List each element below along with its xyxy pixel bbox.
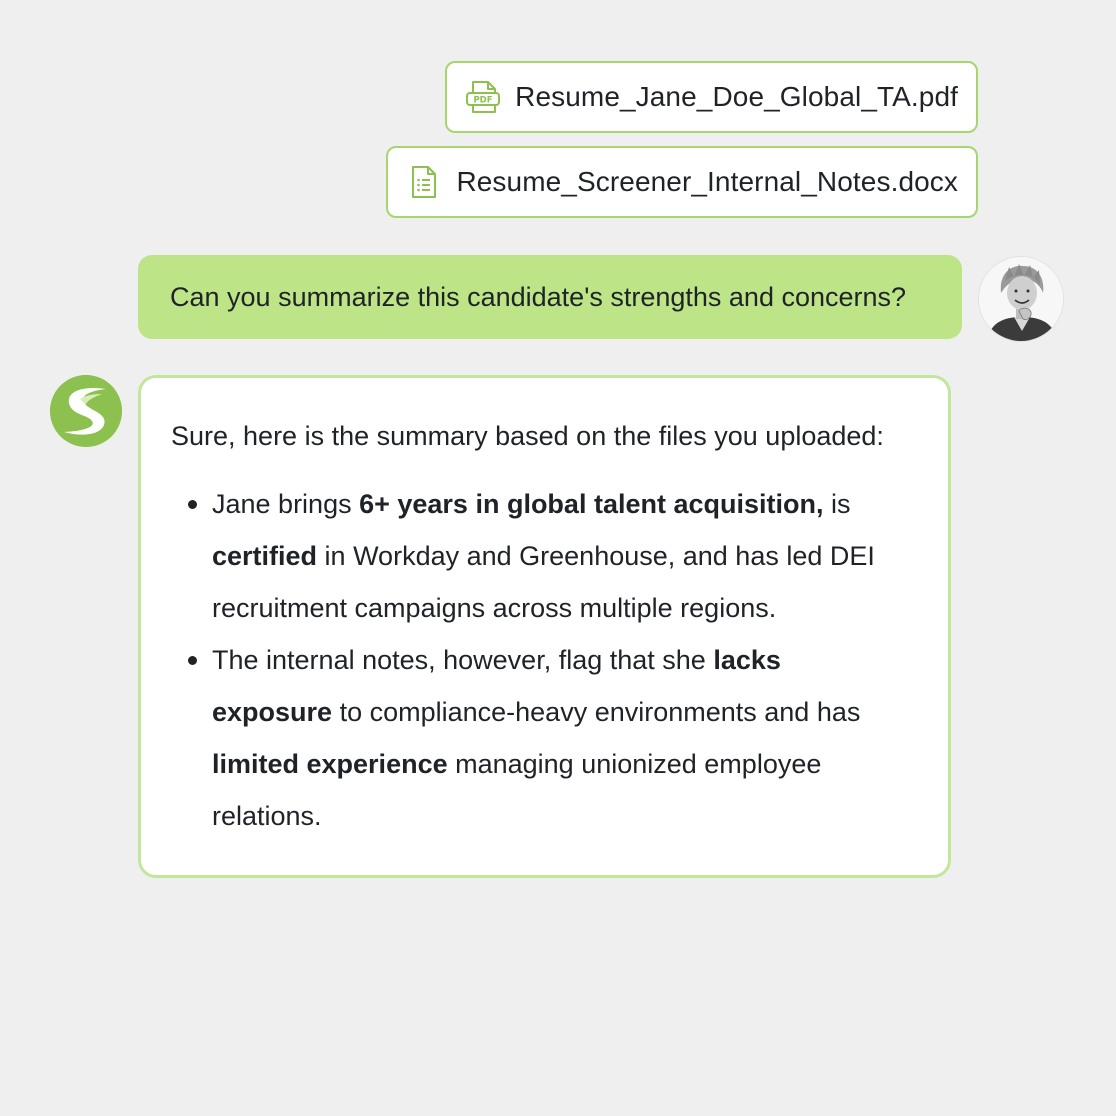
attachment-pdf[interactable] [445,61,978,133]
assistant-message-bubble [138,375,951,878]
user-avatar [978,256,1064,342]
pdf-file-icon [463,77,503,117]
attachment-docx[interactable] [386,146,978,218]
summary-bullet-strengths: Jane brings 6+ years in global talent acquisition, is certified in Workday and Greenhouse, and has led DEI recruitment campaigns across multiple regions. [171,478,918,634]
user-message-bubble [138,255,962,339]
summary-bullet-concerns: The internal notes, however, flag that she lacks exposure to compliance-heavy environments and has limited experience managing unionized employee relations. [171,634,918,842]
assistant-logo [50,375,122,447]
attachment-filename: Resume_Jane_Doe_Global_TA.pdf [515,81,958,112]
bullet-dot-icon [188,500,197,509]
attachment-filename: Resume_Screener_Internal_Notes.docx [456,166,958,197]
document-file-icon [404,162,444,202]
summary-list [171,478,918,842]
assistant-intro-text: Sure, here is the summary based on the files you uploaded: [171,421,884,451]
user-message-text: Can you summarize this candidate's strengths and concerns? [170,281,907,312]
bullet-dot-icon [188,656,197,665]
svg-text:PDF: PDF [473,95,493,106]
